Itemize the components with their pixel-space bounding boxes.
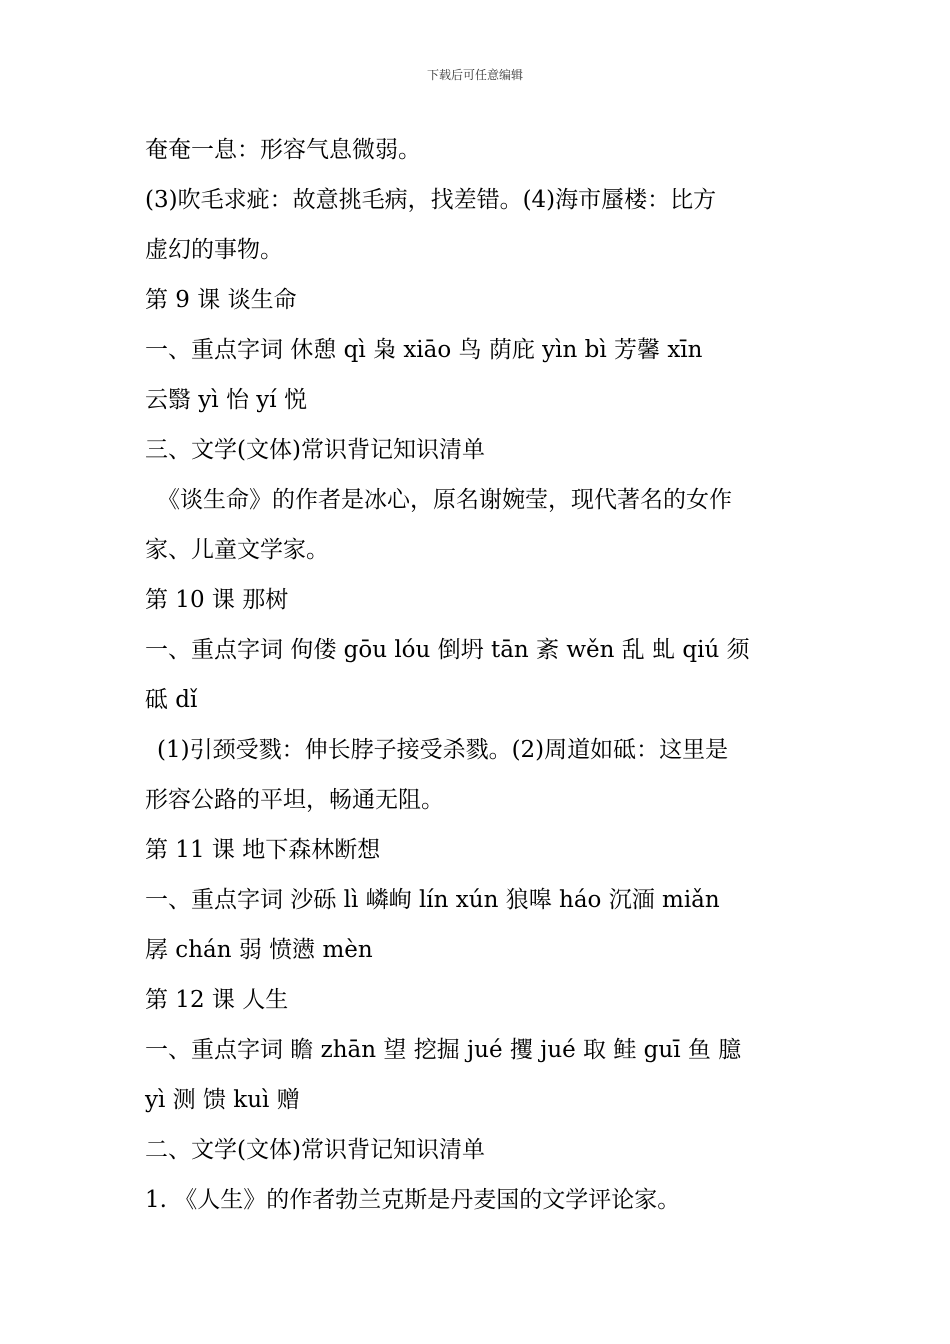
lesson-heading: 第 9 课 谈生命 <box>145 287 297 313</box>
text-line: yì 测 馈 kuì 赠 <box>145 1087 300 1113</box>
section-heading: 三、文学(文体)常识背记知识清单 <box>145 437 485 463</box>
text-line: 孱 chán 弱 愤懑 mèn <box>145 937 373 963</box>
header-note: 下载后可任意编辑 <box>426 68 523 82</box>
text-line: (3)吹毛求疵：故意挑毛病，找差错。(4)海市蜃楼：比方 <box>145 187 717 213</box>
text-line: 一、重点字词 瞻 zhān 望 挖掘 jué 攫 jué 取 鲑 guī 鱼 臆 <box>145 1037 742 1063</box>
text-line: 1. 《人生》的作者勃兰克斯是丹麦国的文学评论家。 <box>145 1187 681 1213</box>
text-line: 一、重点字词 沙砾 lì 嶙峋 lín xún 狼嗥 háo 沉湎 miǎn <box>145 887 720 913</box>
lesson-heading: 第 10 课 那树 <box>145 587 289 613</box>
text-line: 奄奄一息：形容气息微弱。 <box>145 137 421 163</box>
text-line: 一、重点字词 佝偻 gōu lóu 倒坍 tān 紊 wěn 乱 虬 qiú 须 <box>145 637 750 663</box>
text-line: 砥 dǐ <box>145 687 198 713</box>
text-line: 云翳 yì 怡 yí 悦 <box>145 387 307 413</box>
text-line: 一、重点字词 休憩 qì 枭 xiāo 鸟 荫庇 yìn bì 芳馨 xīn <box>145 337 703 363</box>
text-line: 虚幻的事物。 <box>145 237 283 263</box>
lesson-heading: 第 12 课 人生 <box>145 987 289 1013</box>
text-line: 《谈生命》的作者是冰心，原名谢婉莹，现代著名的女作 <box>157 487 732 513</box>
document-body <box>145 128 815 1228</box>
text-line: (1)引颈受戮：伸长脖子接受杀戮。(2)周道如砥：这里是 <box>157 737 729 763</box>
section-heading: 二、文学(文体)常识背记知识清单 <box>145 1137 485 1163</box>
lesson-heading: 第 11 课 地下森林断想 <box>145 837 381 863</box>
text-line: 形容公路的平坦，畅通无阻。 <box>145 787 444 813</box>
text-line: 家、儿童文学家。 <box>145 537 329 563</box>
